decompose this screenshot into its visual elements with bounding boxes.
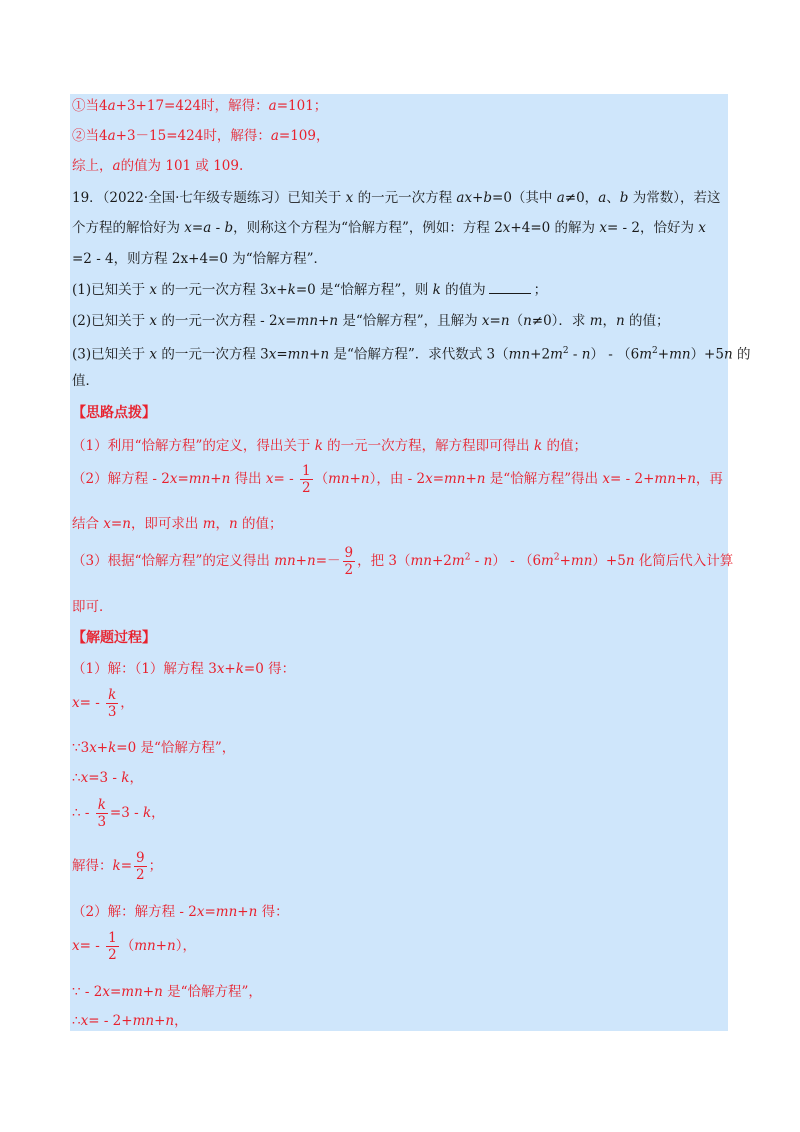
fraction-one-half: $\frac{1}{2}$	[301, 463, 311, 496]
problem-line-2: 个方程的解恰好为 x=a - b，则称这个方程为“恰解方程”，例如：方程 2x+4=0 的解为 x= - 2，恰好为 x	[72, 220, 706, 236]
question-1: (1)已知关于 x 的一元一次方程 3x+k=0 是“恰解方程”，则 k 的值为 ；	[72, 282, 548, 298]
hint-line-5: 即可．	[72, 599, 113, 615]
solution-step-7: （2）解：解方程 - 2x=mn+n 得：	[72, 904, 289, 920]
solution-step-1: （1）解：（1）解方程 3x+k=0 得：	[72, 661, 296, 677]
hint-heading: 【思路点拨】	[72, 405, 156, 421]
solution-step-3: ∵3x+k=0 是“恰解方程”，	[72, 740, 236, 756]
hint-line-2: （2）解方程 - 2x=mn+n 得出 x= - $\frac{1}{2}$ （mn+n），由 - 2x=mn+n 是“恰解方程”得出 x= - 2+mn+n，再	[72, 463, 723, 496]
fraction-k-over-3: $\frac{k}{3}$	[97, 797, 107, 830]
solution-step-8: x= - $\frac{1}{2}$ （mn+n），	[72, 930, 196, 963]
problem-line-1: 19．（2022·全国·七年级专题练习）已知关于 x 的一元一次方程 ax+b=0（其中 a≠0，a、b 为常数），若这	[72, 190, 721, 206]
fraction-nine-halves: $\frac{9}{2}$	[344, 545, 354, 578]
case-2-line: ②当4a+3－15=424时，解得：a=109，	[72, 128, 330, 144]
hint-line-1: （1）利用“恰解方程”的定义，得出关于 k 的一元一次方程，解方程即可得出 k 的值；	[72, 438, 587, 454]
problem-line-3: =2 - 4，则方程 2x+4=0 为“恰解方程”．	[72, 251, 328, 267]
hint-line-3: 结合 x=n，即可求出 m，n 的值；	[72, 516, 283, 532]
fraction-one-half: $\frac{1}{2}$	[108, 930, 117, 963]
solution-step-4: ∴x=3 - k，	[72, 770, 143, 786]
question-3: (3)已知关于 x 的一元一次方程 3x=mn+n 是“恰解方程”．求代数式 $3(mn+2m^2 - n) - (6m^2+mn)+5n$ 的	[72, 346, 751, 363]
solution-heading: 【解题过程】	[72, 630, 156, 646]
question-3-continued: 值．	[72, 373, 99, 389]
answer-blank	[489, 281, 531, 294]
solution-step-6: 解得：k= $\frac{9}{2}$ ；	[72, 850, 163, 883]
solution-step-5: ∴ - $\frac{k}{3}$ =3 - k，	[72, 797, 165, 830]
fraction-k-over-3: $\frac{k}{3}$	[107, 687, 117, 720]
hint-line-4: （3）根据“恰解方程”的定义得出 mn+n=－ $\frac{9}{2}$ ，把 $3(mn+2m^2 - n) - (6m^2+mn)+5n$ 化简后代入计算	[72, 545, 734, 578]
solution-step-10: ∴x= - 2+mn+n，	[72, 1013, 188, 1029]
question-2: (2)已知关于 x 的一元一次方程 - 2x=mn+n 是“恰解方程”，且解为 x=n（n≠0）．求 m，n 的值；	[72, 313, 670, 329]
solution-step-2: x= - $\frac{k}{3}$ ，	[72, 687, 134, 720]
conclusion-line: 综上，a的值为 101 或 109.	[72, 158, 244, 174]
solution-step-9: ∵ - 2x=mn+n 是“恰解方程”，	[72, 984, 262, 1000]
fraction-nine-halves: $\frac{9}{2}$	[136, 850, 145, 883]
case-1-line: ①当4a+3+17=424时，解得：a=101；	[72, 98, 328, 114]
